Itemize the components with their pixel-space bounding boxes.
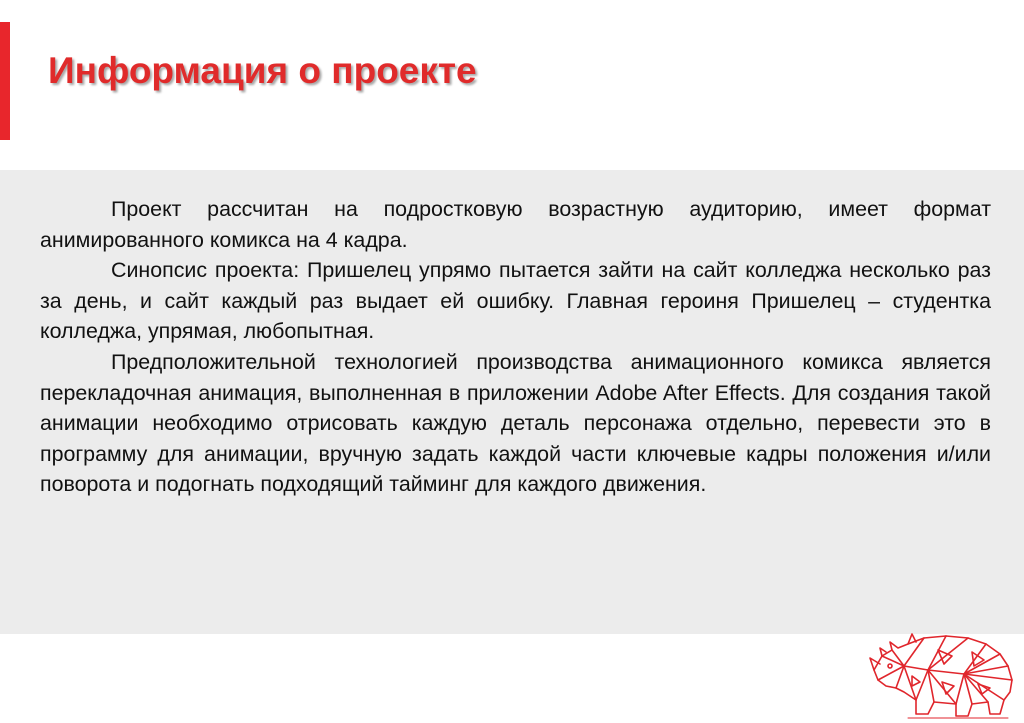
paragraph-audience: Проект рассчитан на подростковую возрастную аудиторию, имеет формат анимированного комикса на 4 кадра. [40, 197, 991, 252]
paragraph-synopsis: Синопсис проекта: Пришелец упрямо пытается зайти на сайт колледжа несколько раз за день, и сайт каждый раз выдает ей ошибку. Главная героиня Пришелец – студентка колледжа, упрямая, любопытная. [40, 258, 991, 344]
body-text [40, 194, 991, 500]
page-title: Информация о проекте [48, 50, 477, 91]
rhino-logo-icon [868, 630, 1018, 720]
paragraph-technology: Предположительной технологией производства анимационного комикса является перекладочная анимация, выполненная в приложении Adobe After Effects. Для создания такой анимации необходимо отрисовать каждую деталь персонажа отдельно, перевести это в программу для анимации, вручную задать каждой части ключевые кадры положения и/или поворота и подогнать подходящий тайминг для каждого движения. [40, 349, 991, 497]
accent-bar [0, 22, 10, 140]
